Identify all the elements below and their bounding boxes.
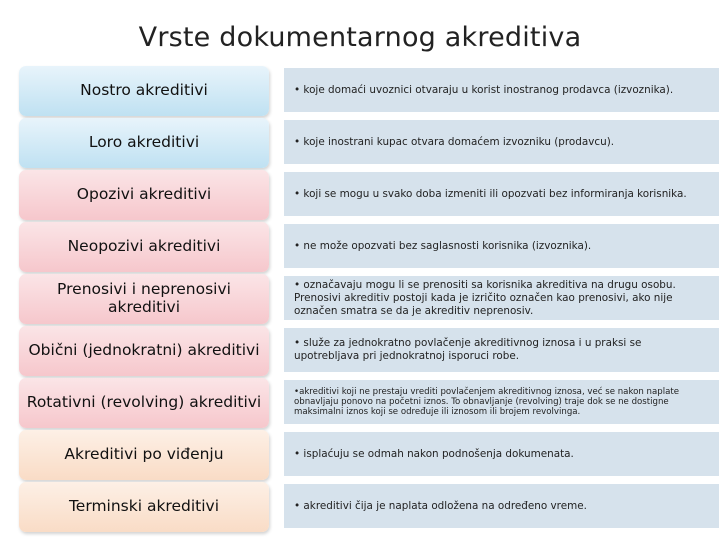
row-description: •akreditivi koji ne prestaju vrediti povlačenjem akreditivnog iznosa, već se nakon naplate obnavljaju ponovo na početni iznos. To obnavljanje (revolving) traje dok se ne dostigne maksimalni iznos koji se određuje ili iznosom ili brojem revolvinga.: [284, 380, 719, 424]
row-label: Obični (jednokratni) akreditivi: [19, 326, 269, 376]
row-label: Rotativni (revolving) akreditivi: [19, 378, 269, 428]
row-description: • akreditivi čija je naplata odložena na određeno vreme.: [284, 484, 719, 528]
list-item: [19, 66, 719, 118]
row-label: Nostro akreditivi: [19, 66, 269, 116]
list-item: [19, 430, 719, 482]
row-label: Terminski akreditivi: [19, 482, 269, 532]
row-description: • služe za jednokratno povlačenje akreditivnog iznosa i u praksi se upotrebljava pri jednokratnoj isporuci robe.: [284, 328, 719, 372]
row-label: Neopozivi akreditivi: [19, 222, 269, 272]
list-item: [19, 274, 719, 326]
akreditiv-list: [19, 66, 719, 534]
list-item: [19, 326, 719, 378]
list-item: [19, 222, 719, 274]
row-label: Prenosivi i neprenosivi akreditivi: [19, 274, 269, 324]
row-description: • označavaju mogu li se prenositi sa korisnika akreditiva na drugu osobu. Prenosivi akreditiv postoji kada je izričito označen kao prenosivi, ako nije označen smatra se da je akreditiv neprenosiv.: [284, 276, 719, 320]
row-label: Loro akreditivi: [19, 118, 269, 168]
row-description: • koji se mogu u svako doba izmeniti ili opozvati bez informiranja korisnika.: [284, 172, 719, 216]
list-item: [19, 378, 719, 430]
list-item: [19, 170, 719, 222]
row-label: Akreditivi po viđenju: [19, 430, 269, 480]
list-item: [19, 482, 719, 534]
row-label: Opozivi akreditivi: [19, 170, 269, 220]
row-description: • koje domaći uvoznici otvaraju u korist inostranog prodavca (izvoznika).: [284, 68, 719, 112]
page-title: Vrste dokumentarnog akreditiva: [138, 22, 582, 53]
list-item: [19, 118, 719, 170]
row-description: • isplaćuju se odmah nakon podnošenja dokumenata.: [284, 432, 719, 476]
row-description: • ne može opozvati bez saglasnosti korisnika (izvoznika).: [284, 224, 719, 268]
row-description: • koje inostrani kupac otvara domaćem izvozniku (prodavcu).: [284, 120, 719, 164]
